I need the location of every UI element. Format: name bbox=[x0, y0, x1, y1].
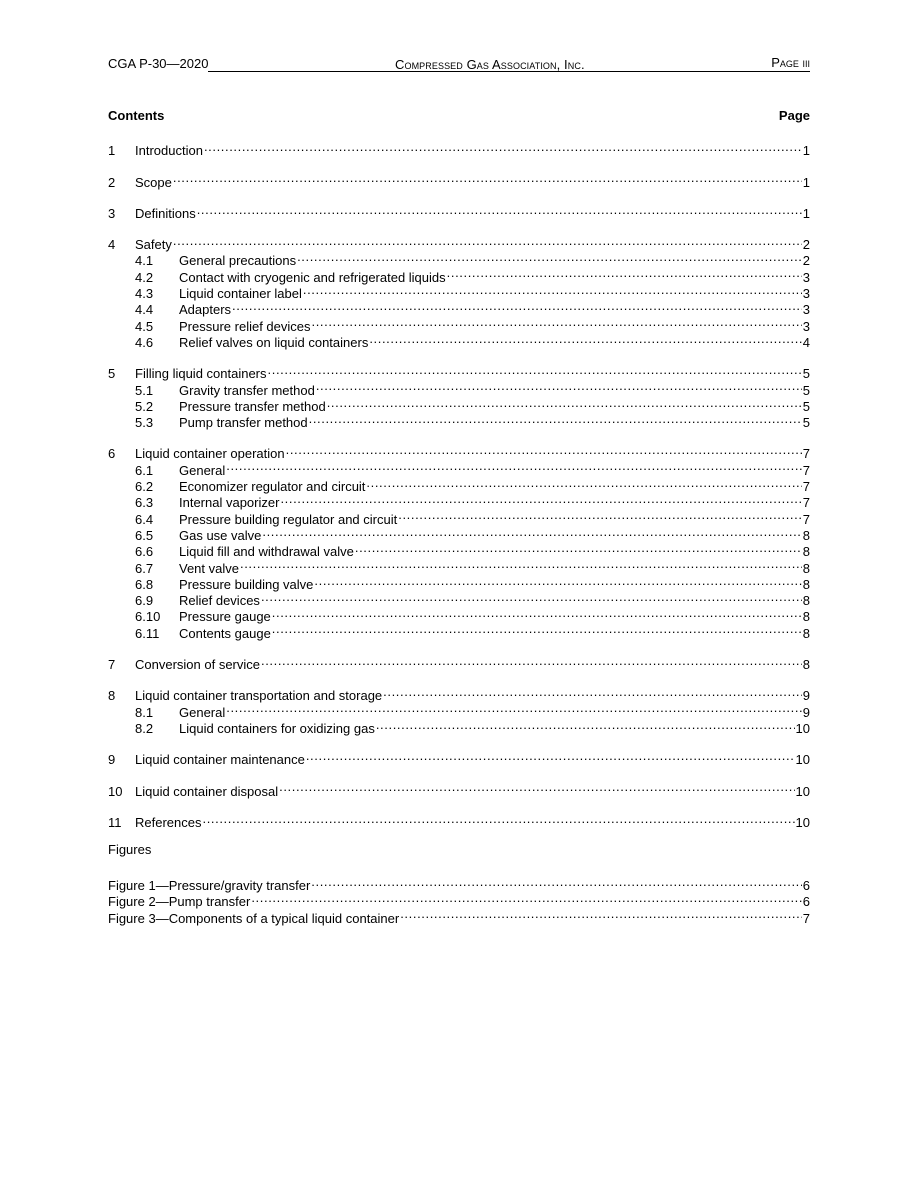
toc-entry-number: 6.7 bbox=[135, 560, 154, 576]
toc-entry-page: 1 bbox=[802, 174, 810, 190]
toc-entry-number: 6.3 bbox=[135, 495, 154, 511]
toc-entry-page: 3 bbox=[802, 318, 810, 334]
toc-entry-page: 9 bbox=[802, 688, 810, 704]
toc-entry-page: 8 bbox=[802, 527, 810, 543]
dot-leader bbox=[314, 573, 801, 589]
toc-entry[interactable] bbox=[108, 202, 810, 221]
dot-leader bbox=[400, 906, 802, 922]
organization-name: Compressed Gas Association, Inc. bbox=[394, 57, 585, 72]
list-of-figures bbox=[108, 874, 810, 926]
toc-entry-number: 9 bbox=[108, 752, 116, 768]
toc-section bbox=[108, 811, 810, 830]
toc-entry-number: 4.5 bbox=[135, 318, 154, 334]
toc-entry-number: 6.11 bbox=[135, 625, 160, 641]
toc-entry-number: 2 bbox=[108, 174, 116, 190]
toc-entry-page: 8 bbox=[802, 544, 810, 560]
toc-entry-title: Figure 1—Pressure/gravity transfer bbox=[108, 878, 311, 894]
dot-leader bbox=[309, 411, 802, 427]
toc-entry-title: Relief valves on liquid containers bbox=[179, 334, 369, 350]
toc-entry-title: Pressure building regulator and circuit bbox=[179, 511, 398, 527]
dot-leader bbox=[286, 442, 802, 458]
figures-heading: Figures bbox=[108, 841, 152, 857]
toc-entry-page: 9 bbox=[802, 704, 810, 720]
toc-entry-page: 8 bbox=[802, 657, 810, 673]
toc-entry-page: 8 bbox=[802, 576, 810, 592]
toc-entry-number: 4.1 bbox=[135, 253, 154, 269]
dot-leader bbox=[369, 331, 801, 347]
toc-entry-number: 1 bbox=[108, 143, 116, 159]
running-header bbox=[108, 54, 810, 72]
toc-entry[interactable] bbox=[108, 684, 810, 704]
figure-entry[interactable] bbox=[108, 874, 810, 894]
toc-entry-title: Pump transfer method bbox=[179, 415, 308, 431]
dot-leader bbox=[240, 556, 802, 572]
toc-entry-number: 4 bbox=[108, 237, 116, 253]
toc-entry-number: 4.6 bbox=[135, 334, 154, 350]
toc-entry-title: General precautions bbox=[179, 253, 297, 269]
toc-entry-title: Scope bbox=[135, 174, 172, 190]
dot-leader bbox=[280, 491, 801, 507]
toc-entry-number: 4.4 bbox=[135, 302, 154, 318]
toc-entry-title: Economizer regulator and circuit bbox=[179, 479, 366, 495]
toc-entry-title: Liquid container maintenance bbox=[135, 752, 305, 768]
toc-entry-title: Vent valve bbox=[179, 560, 239, 576]
dot-leader bbox=[272, 621, 802, 637]
dot-leader bbox=[202, 811, 794, 827]
toc-entry[interactable] bbox=[108, 362, 810, 382]
toc-entry-number: 5.2 bbox=[135, 398, 154, 414]
dot-leader bbox=[173, 233, 802, 249]
toc-entry-title: Liquid container label bbox=[179, 286, 302, 302]
toc-entry-page: 10 bbox=[795, 814, 810, 830]
dot-leader bbox=[232, 298, 802, 314]
toc-entry-page: 4 bbox=[802, 334, 810, 350]
toc-section bbox=[108, 170, 810, 190]
toc-section bbox=[108, 139, 810, 159]
contents-heading: Contents bbox=[108, 108, 165, 123]
toc-entry-title: Liquid container operation bbox=[135, 446, 285, 462]
toc-entry-page: 6 bbox=[802, 894, 810, 910]
dot-leader bbox=[303, 282, 802, 298]
toc-entry-number: 5.3 bbox=[135, 415, 154, 431]
toc-entry-page: 7 bbox=[802, 446, 810, 462]
contents-heading-row bbox=[108, 108, 810, 124]
toc-entry-page: 2 bbox=[802, 253, 810, 269]
dot-leader bbox=[251, 890, 801, 906]
toc-entry-number: 11 bbox=[108, 814, 122, 830]
dot-leader bbox=[297, 249, 802, 265]
toc-entry-page: 3 bbox=[802, 286, 810, 302]
dot-leader bbox=[306, 748, 795, 764]
toc-entry-page: 10 bbox=[795, 783, 810, 799]
dot-leader bbox=[327, 395, 802, 411]
dot-leader bbox=[268, 362, 802, 378]
toc-entry-title: Internal vaporizer bbox=[179, 495, 280, 511]
toc-section bbox=[108, 362, 810, 431]
toc-section bbox=[108, 748, 810, 768]
toc-entry-number: 7 bbox=[108, 657, 116, 673]
toc-entry-number: 6.6 bbox=[135, 544, 154, 560]
toc-entry-page: 10 bbox=[795, 752, 810, 768]
toc-entry-title: Introduction bbox=[135, 143, 203, 159]
toc-entry-number: 6.4 bbox=[135, 511, 154, 527]
toc-entry[interactable] bbox=[108, 779, 810, 799]
toc-section bbox=[108, 202, 810, 221]
toc-entry-title: Pressure gauge bbox=[179, 609, 271, 625]
dot-leader bbox=[226, 458, 802, 474]
dot-leader bbox=[447, 265, 802, 281]
dot-leader bbox=[311, 874, 801, 890]
toc-entry-page: 5 bbox=[802, 398, 810, 414]
toc-entry-number: 8.2 bbox=[135, 720, 154, 736]
toc-entry-title: Pressure transfer method bbox=[179, 398, 326, 414]
dot-leader bbox=[197, 202, 802, 218]
toc-entry-number: 10 bbox=[108, 783, 123, 799]
toc-entry-title: Filling liquid containers bbox=[135, 366, 267, 382]
toc-entry-page: 7 bbox=[802, 479, 810, 495]
toc-entry-page: 7 bbox=[802, 910, 810, 926]
toc-entry-title: Contact with cryogenic and refrigerated liquids bbox=[179, 269, 446, 285]
dot-leader bbox=[355, 540, 802, 556]
toc-entry-title: Liquid container transportation and storage bbox=[135, 688, 383, 704]
header-rule bbox=[208, 58, 771, 72]
toc-entry-title: Liquid fill and withdrawal valve bbox=[179, 544, 354, 560]
dot-leader bbox=[398, 507, 802, 523]
document-page bbox=[108, 54, 810, 926]
toc-entry-title: General bbox=[179, 462, 226, 478]
toc-entry-page: 5 bbox=[802, 415, 810, 431]
toc-entry-page: 3 bbox=[802, 302, 810, 318]
toc-entry-title: Safety bbox=[135, 237, 172, 253]
toc-entry[interactable] bbox=[108, 748, 810, 768]
dot-leader bbox=[272, 605, 802, 621]
dot-leader bbox=[279, 779, 794, 795]
dot-leader bbox=[204, 139, 802, 155]
toc-entry[interactable] bbox=[108, 811, 810, 830]
toc-entry-number: 6.9 bbox=[135, 593, 154, 609]
toc-section bbox=[108, 442, 810, 641]
toc-entry[interactable] bbox=[108, 442, 810, 462]
toc-section bbox=[108, 779, 810, 799]
toc-entry-number: 6.5 bbox=[135, 527, 154, 543]
toc-entry-page: 7 bbox=[802, 495, 810, 511]
dot-leader bbox=[226, 700, 802, 716]
page-number: Page iii bbox=[771, 55, 810, 70]
toc-section bbox=[108, 653, 810, 673]
toc-entry-title: Definitions bbox=[135, 205, 196, 221]
dot-leader bbox=[261, 589, 802, 605]
toc-entry-title: Contents gauge bbox=[179, 625, 271, 641]
dot-leader bbox=[262, 524, 801, 540]
toc-entry-title: Liquid containers for oxidizing gas bbox=[179, 720, 375, 736]
toc-entry-page: 8 bbox=[802, 609, 810, 625]
toc-entry-title: References bbox=[135, 814, 202, 830]
toc-section bbox=[108, 684, 810, 736]
dot-leader bbox=[383, 684, 802, 700]
dot-leader bbox=[376, 717, 795, 733]
toc-entry-page: 8 bbox=[802, 625, 810, 641]
toc-entry[interactable] bbox=[108, 139, 810, 159]
dot-leader bbox=[312, 314, 802, 330]
toc-entry-title: Pressure building valve bbox=[179, 576, 314, 592]
table-of-contents bbox=[108, 139, 810, 830]
toc-entry[interactable] bbox=[108, 653, 810, 673]
toc-entry[interactable] bbox=[108, 170, 810, 190]
toc-entry-number: 5 bbox=[108, 366, 116, 382]
toc-entry-page: 1 bbox=[802, 143, 810, 159]
toc-entry-title: Pressure relief devices bbox=[179, 318, 311, 334]
toc-section bbox=[108, 233, 810, 350]
toc-entry-page: 1 bbox=[802, 205, 810, 221]
toc-subentry[interactable] bbox=[108, 249, 810, 269]
toc-entry-page: 10 bbox=[795, 720, 810, 736]
toc-entry-title: Gravity transfer method bbox=[179, 382, 315, 398]
toc-entry-page: 7 bbox=[802, 462, 810, 478]
toc-entry-title: Adapters bbox=[179, 302, 232, 318]
toc-entry-number: 3 bbox=[108, 205, 116, 221]
dot-leader bbox=[316, 378, 802, 394]
toc-entry-number: 4.3 bbox=[135, 286, 154, 302]
toc-entry-title: Gas use valve bbox=[179, 527, 262, 543]
toc-entry-title: General bbox=[179, 704, 226, 720]
toc-entry-number: 6.8 bbox=[135, 576, 154, 592]
toc-entry-page: 8 bbox=[802, 593, 810, 609]
toc-entry-number: 8 bbox=[108, 688, 116, 704]
page-column-heading: Page bbox=[778, 108, 810, 123]
document-id: CGA P-30—2020 bbox=[108, 56, 209, 71]
toc-entry[interactable] bbox=[108, 233, 810, 253]
toc-entry-page: 3 bbox=[802, 269, 810, 285]
toc-entry-title: Liquid container disposal bbox=[135, 783, 279, 799]
toc-entry-number: 6 bbox=[108, 446, 116, 462]
toc-entry-page: 2 bbox=[802, 237, 810, 253]
toc-entry-page: 5 bbox=[802, 366, 810, 382]
toc-entry-page: 8 bbox=[802, 560, 810, 576]
toc-entry-number: 6.2 bbox=[135, 479, 154, 495]
toc-entry-page: 7 bbox=[802, 511, 810, 527]
toc-entry-number: 8.1 bbox=[135, 704, 154, 720]
dot-leader bbox=[366, 475, 801, 491]
toc-entry-title: Figure 3—Components of a typical liquid container bbox=[108, 910, 400, 926]
toc-entry-title: Relief devices bbox=[179, 593, 260, 609]
toc-entry-page: 5 bbox=[802, 382, 810, 398]
toc-entry-number: 4.2 bbox=[135, 269, 154, 285]
dot-leader bbox=[173, 170, 802, 186]
dot-leader bbox=[261, 653, 802, 669]
toc-entry-number: 6.10 bbox=[135, 609, 161, 625]
toc-entry-number: 6.1 bbox=[135, 462, 154, 478]
toc-entry-title: Figure 2—Pump transfer bbox=[108, 894, 251, 910]
toc-entry-title: Conversion of service bbox=[135, 657, 260, 673]
toc-entry-page: 6 bbox=[802, 878, 810, 894]
toc-entry-number: 5.1 bbox=[135, 382, 154, 398]
